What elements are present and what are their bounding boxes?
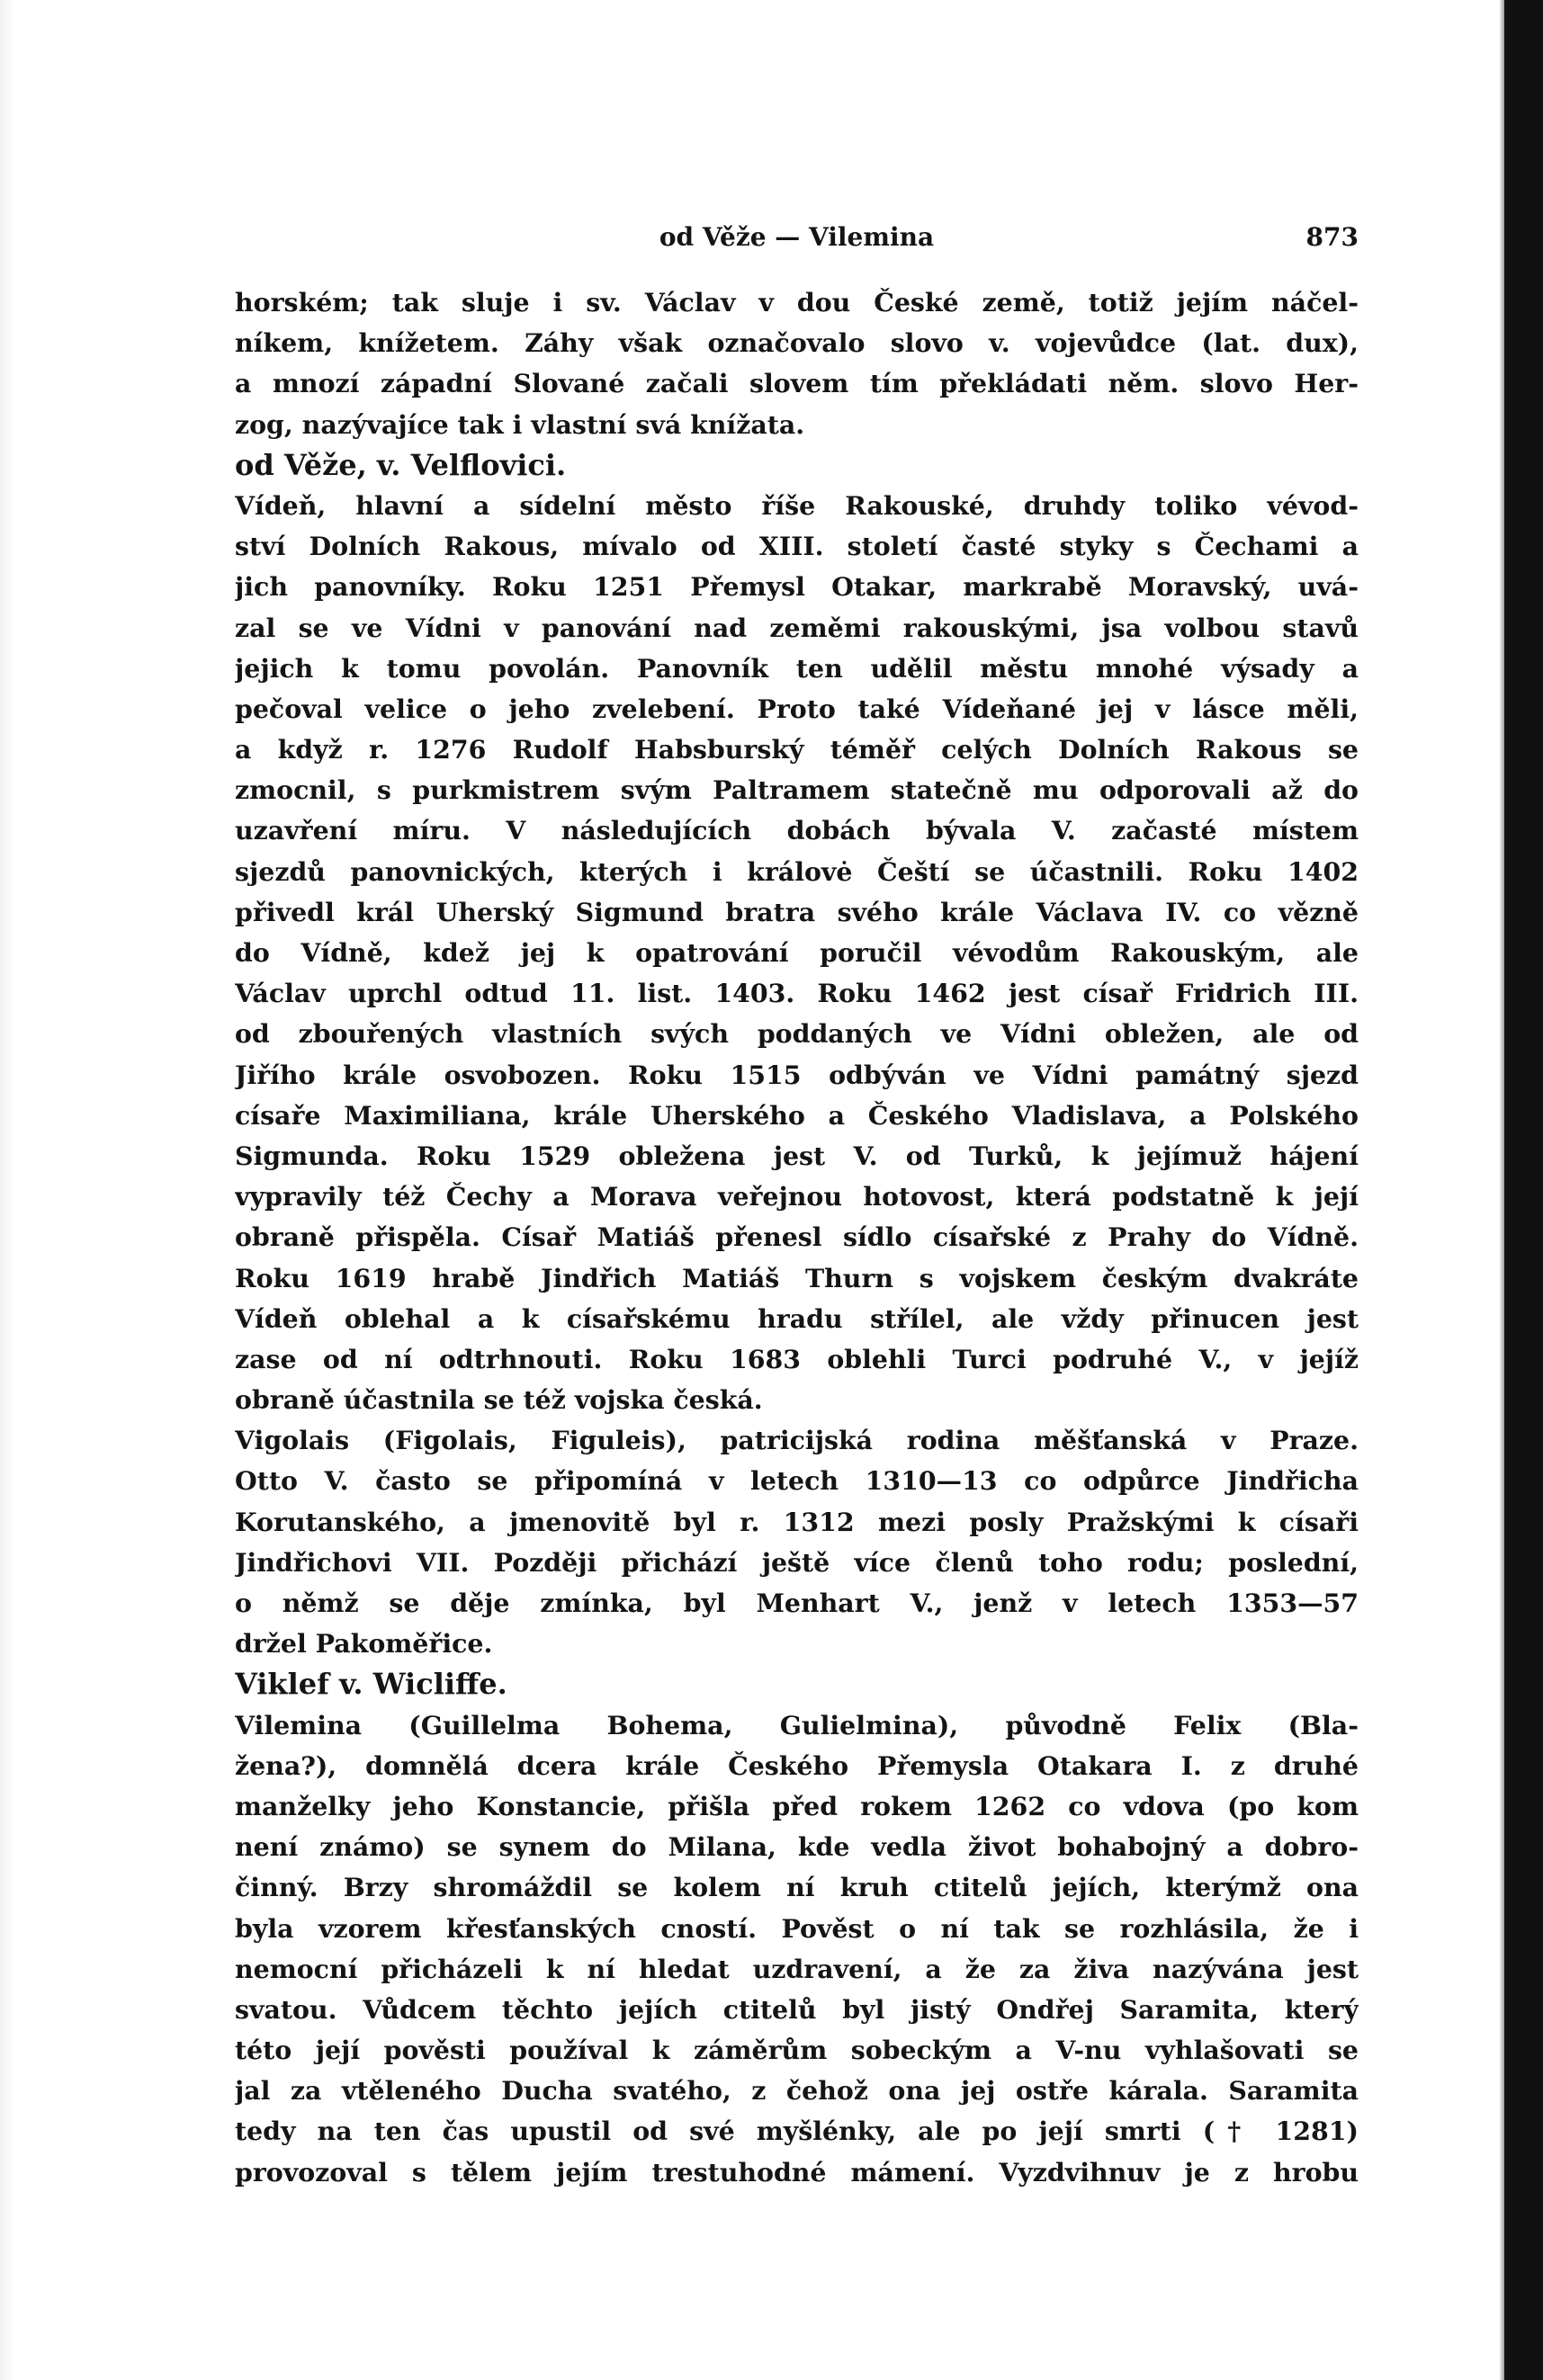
text-line: zase od ní odtrhnouti. Roku 1683 oblehli Turci podruhé V., v jejíž xyxy=(235,1343,1359,1374)
text-line: obraně přispěla. Císař Matiáš přenesl sídlo císařské z Prahy do Vídně. xyxy=(235,1221,1359,1253)
text-line: žena?), domnělá dcera krále Českého Přemysla Otakara I. z druhé xyxy=(235,1749,1359,1781)
text-line: tedy na ten čas upustil od své myšlénky, ale po její smrti († 1281) xyxy=(235,2116,1359,2147)
text-line: zog, nazývajíce tak i vlastní svá knížata. xyxy=(235,408,805,440)
text-line: byla vzorem křesťanských cností. Pověst o ní tak se rozhlásila, že i xyxy=(235,1912,1359,1944)
text-line: Sigmunda. Roku 1529 obležena jest V. od Turků, k jejímuž hájení xyxy=(235,1140,1359,1171)
text-line: Vídeň oblehal a k císařskému hradu střílel, ale vždy přinucen jest xyxy=(235,1302,1359,1334)
text-line: nemocní přicházeli k ní hledat uzdravení, a že za živa nazývána jest xyxy=(235,1953,1359,1984)
page-number: 873 xyxy=(1305,222,1359,252)
text-line: jich panovníky. Roku 1251 Přemysl Otakar, markrabě Moravský, uvá- xyxy=(235,571,1359,603)
entry-heading-line: Viklef v. Wicliffe. xyxy=(235,1667,507,1702)
text-line: od zbouřených vlastních svých poddaných ve Vídni obležen, ale od xyxy=(235,1018,1359,1050)
page-left-margin-shadow xyxy=(0,0,14,2380)
text-line: a mnozí západní Slované začali slovem tím překládati něm. slovo Her- xyxy=(235,368,1359,399)
text-line: zal se ve Vídni v panování nad zeměmi rakouskými, jsa volbou stavů xyxy=(235,612,1359,643)
text-line: vypravily též Čechy a Morava veřejnou hotovost, která podstatně k její xyxy=(235,1181,1359,1212)
text-line: sjezdů panovnických, kterých i královė Čeští se účastnili. Roku 1402 xyxy=(235,855,1359,887)
text-line: provozoval s tělem jejím trestuhodné mámení. Vyzdvihnuv je z hrobu xyxy=(235,2156,1359,2188)
entry-heading-line: Vilemina (Guillelma Bohema, Gulielmina), původně Felix (Bla- xyxy=(235,1709,1359,1740)
text-line: císaře Maximiliana, krále Uherského a Českého Vladislava, a Polského xyxy=(235,1099,1359,1131)
text-line: Jiřího krále osvobozen. Roku 1515 odbýván ve Vídni památný sjezd xyxy=(235,1059,1359,1090)
text-line: Václav uprchl odtud 11. list. 1403. Roku 1462 jest císař Fridrich III. xyxy=(235,978,1359,1009)
text-line: jejich k tomu povolán. Panovník ten udělil městu mnohé výsady a xyxy=(235,652,1359,684)
text-line: Korutanského, a jmenovitě byl r. 1312 mezi posly Pražskými k císaři xyxy=(235,1506,1359,1537)
text-line: do Vídně, kdež jej k opatrování poručil vévodům Rakouským, ale xyxy=(235,937,1359,968)
text-line: jal za vtěleného Ducha svatého, z čehož ona jej ostře kárala. Saramita xyxy=(235,2075,1359,2107)
text-line: a když r. 1276 Rudolf Habsburský téměř celých Dolních Rakous se xyxy=(235,734,1359,765)
text-line: této její pověsti používal k záměrům sobeckým a V-nu vyhlašovati se xyxy=(235,2035,1359,2066)
text-line: přivedl král Uherský Sigmund bratra svého krále Václava IV. co vězně xyxy=(235,896,1359,927)
text-line: pečoval velice o jeho zvelebení. Proto také Vídeňané jej v lásce měli, xyxy=(235,693,1359,724)
text-line: ství Dolních Rakous, mívalo od XIII. století časté styky s Čechami a xyxy=(235,531,1359,562)
text-line: obraně účastnila se též vojska česká. xyxy=(235,1384,763,1416)
text-line: Otto V. často se připomíná v letech 1310—13 co odpůrce Jindřicha xyxy=(235,1465,1359,1497)
entry-heading-line: od Věže, v. Velflovici. xyxy=(235,447,567,482)
text-line: svatou. Vůdcem těchto jejích ctitelů byl jistý Ondřej Saramita, který xyxy=(235,1993,1359,2025)
running-head: od Věže — Vilemina xyxy=(659,222,935,252)
text-line: není známo) se synem do Milana, kde vedla život bohabojný a dobro- xyxy=(235,1831,1359,1863)
text-line: horském; tak sluje i sv. Václav v dou České země, totiž jejím náčel- xyxy=(235,287,1359,318)
text-line: uzavření míru. V následujících dobách bývala V. začasté místem xyxy=(235,815,1359,846)
text-line: Jindřichovi VII. Později přichází ještě více členů toho rodu; poslední, xyxy=(235,1546,1359,1578)
text-line: držel Pakoměřice. xyxy=(235,1628,493,1660)
entry-heading-line: Vídeň, hlavní a sídelní město říše Rakouské, druhdy toliko vévod- xyxy=(235,489,1359,521)
scan-black-border xyxy=(1504,0,1543,2380)
text-line: níkem, knížetem. Záhy však označovalo slovo v. vojevůdce (lat. dux), xyxy=(235,327,1359,359)
text-line: Roku 1619 hrabě Jindřich Matiáš Thurn s vojskem českým dvakráte xyxy=(235,1262,1359,1293)
entry-heading-line: Vigolais (Figolais, Figuleis), patricijská rodina měšťanská v Praze. xyxy=(235,1425,1359,1456)
page-header xyxy=(235,218,1359,257)
text-line: manželky jeho Konstancie, přišla před rokem 1262 co vdova (po kom xyxy=(235,1790,1359,1821)
text-line: činný. Brzy shromáždil se kolem ní kruh ctitelů jejích, kterýmž ona xyxy=(235,1872,1359,1903)
text-line: zmocnil, s purkmistrem svým Paltramem statečně mu odporovali až do xyxy=(235,774,1359,806)
body-text xyxy=(235,282,1359,2193)
text-line: o němž se děje zmínka, byl Menhart V., jenž v letech 1353—57 xyxy=(235,1588,1359,1618)
